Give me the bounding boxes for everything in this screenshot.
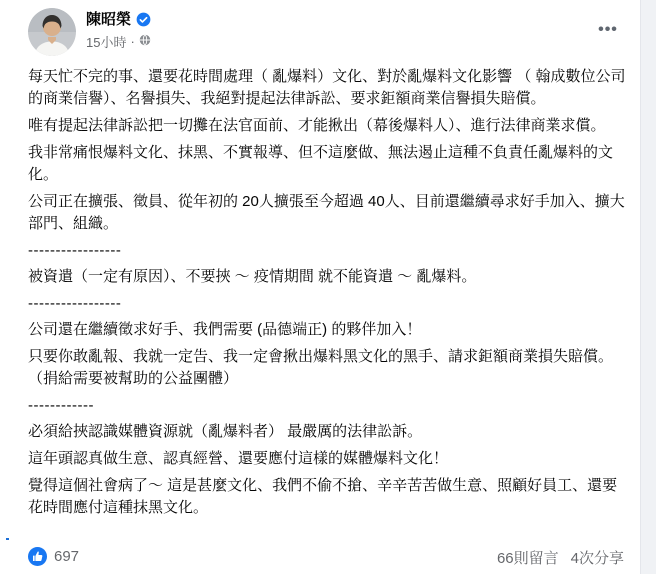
verified-badge-icon — [136, 12, 151, 27]
engagement-bar — [0, 540, 640, 574]
post-paragraph: 每天忙不完的事、還要花時間處理（ 亂爆料）文化、對於亂爆料文化影響 （ 翰成數位公司的商業信譽）、名譽損失、我絕對提起法律訴訟、要求鉅額商業信譽損失賠償。 — [28, 68, 626, 107]
reaction-count[interactable]: 697 — [54, 548, 80, 565]
author-name[interactable]: 陳昭榮 — [86, 11, 132, 28]
avatar-photo — [28, 8, 76, 56]
post-paragraph: 公司還在繼續徵求好手、我們需要 (品德端正) 的夥伴加入！ — [28, 321, 422, 338]
post-paragraph: ----------------- — [28, 242, 122, 259]
globe-icon — [139, 34, 151, 49]
post-paragraph: ------------ — [28, 397, 94, 414]
share-count[interactable]: 4次分享 — [570, 550, 624, 567]
post-paragraph: 必須給挾認識媒體資源就（亂爆料者） 最嚴厲的法律訟訴。 — [28, 423, 423, 440]
post-paragraph: 唯有提起法律訴訟把一切攤在法官面前、才能揪出（幕後爆料人）、進行法律商業求償。 — [28, 117, 606, 134]
header-text — [86, 8, 590, 51]
more-options-button[interactable]: ••• — [598, 21, 618, 38]
like-reaction-icon — [28, 547, 47, 566]
post-paragraph: 覺得這個社會病了～ 這是甚麼文化、我們不偷不搶、辛辛苦苦做生意、照顧好員工、還要花時間應付這種抹黑文化。 — [28, 477, 618, 516]
post-meta — [86, 32, 590, 51]
reactions-summary[interactable] — [28, 547, 79, 566]
post-paragraph: ----------------- — [28, 295, 122, 312]
post-paragraph: 我非常痛恨爆料文化、抹黑、不實報導、但不這麼做、無法遏止這種不負責任亂爆料的文化。 — [28, 144, 614, 183]
post-paragraph: 只要你敢亂報、我就一定告、我一定會揪出爆料黑文化的黑手、請求鉅額商業損失賠償。（捐給需要被幫助的公益團體） — [28, 348, 614, 387]
post-paragraph: 公司正在擴張、徵員、從年初的 20人擴張至今超過 40人、目前還繼續尋求好手加入、擴大部門、組織。 — [28, 193, 625, 232]
post-content — [0, 60, 640, 519]
avatar[interactable] — [28, 8, 76, 56]
comment-share-counts — [497, 547, 624, 568]
post-paragraph: 被資遣（一定有原因）、不要挾 ～ 疫情期間 就不能資遣 ～ 亂爆料。 — [28, 268, 477, 285]
post-header — [0, 0, 640, 60]
timestamp[interactable]: 15小時 — [86, 35, 127, 50]
comment-count[interactable]: 66則留言 — [496, 550, 559, 567]
post-paragraph: 這年頭認真做生意、認真經營、還要應付這樣的媒體爆料文化！ — [28, 450, 449, 467]
meta-separator: · — [130, 34, 135, 49]
